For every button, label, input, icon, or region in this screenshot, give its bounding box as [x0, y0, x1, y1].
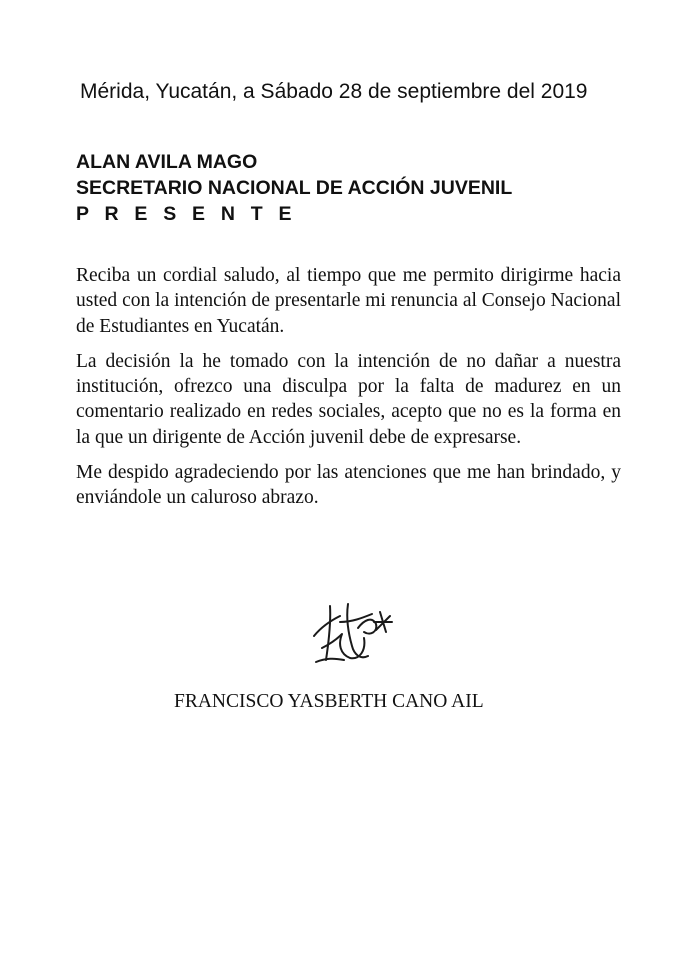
letter-body: [76, 263, 621, 521]
recipient-name: ALAN AVILA MAGO: [76, 151, 258, 173]
recipient-block: [76, 149, 636, 227]
recipient-position: SECRETARIO NACIONAL DE ACCIÓN JUVENIL: [76, 177, 513, 199]
date-line: Mérida, Yucatán, a Sábado 28 de septiembre del 2019: [80, 80, 588, 103]
paragraph-greeting: Reciba un cordial saludo, al tiempo que me permito dirigirme hacia usted con la intención de presentarle mi renuncia al Consejo Nacional de Estudiantes en Yucatán.: [76, 265, 621, 337]
handwritten-signature-icon: [300, 596, 410, 668]
recipient-salutation: P R E S E N T E: [76, 203, 297, 225]
signer-name: FRANCISCO YASBERTH CANO AIL: [174, 691, 484, 712]
paragraph-closing: Me despido agradeciendo por las atenciones que me han brindado, y enviándole un caluroso abrazo.: [76, 462, 621, 509]
paragraph-reason: La decisión la he tomado con la intención de no dañar a nuestra institución, ofrezco una disculpa por la falta de madurez en un comentario realizado en redes sociales, acepto que no es la forma en la que un dirigente de Acción juvenil debe de expresarse.: [76, 350, 621, 448]
